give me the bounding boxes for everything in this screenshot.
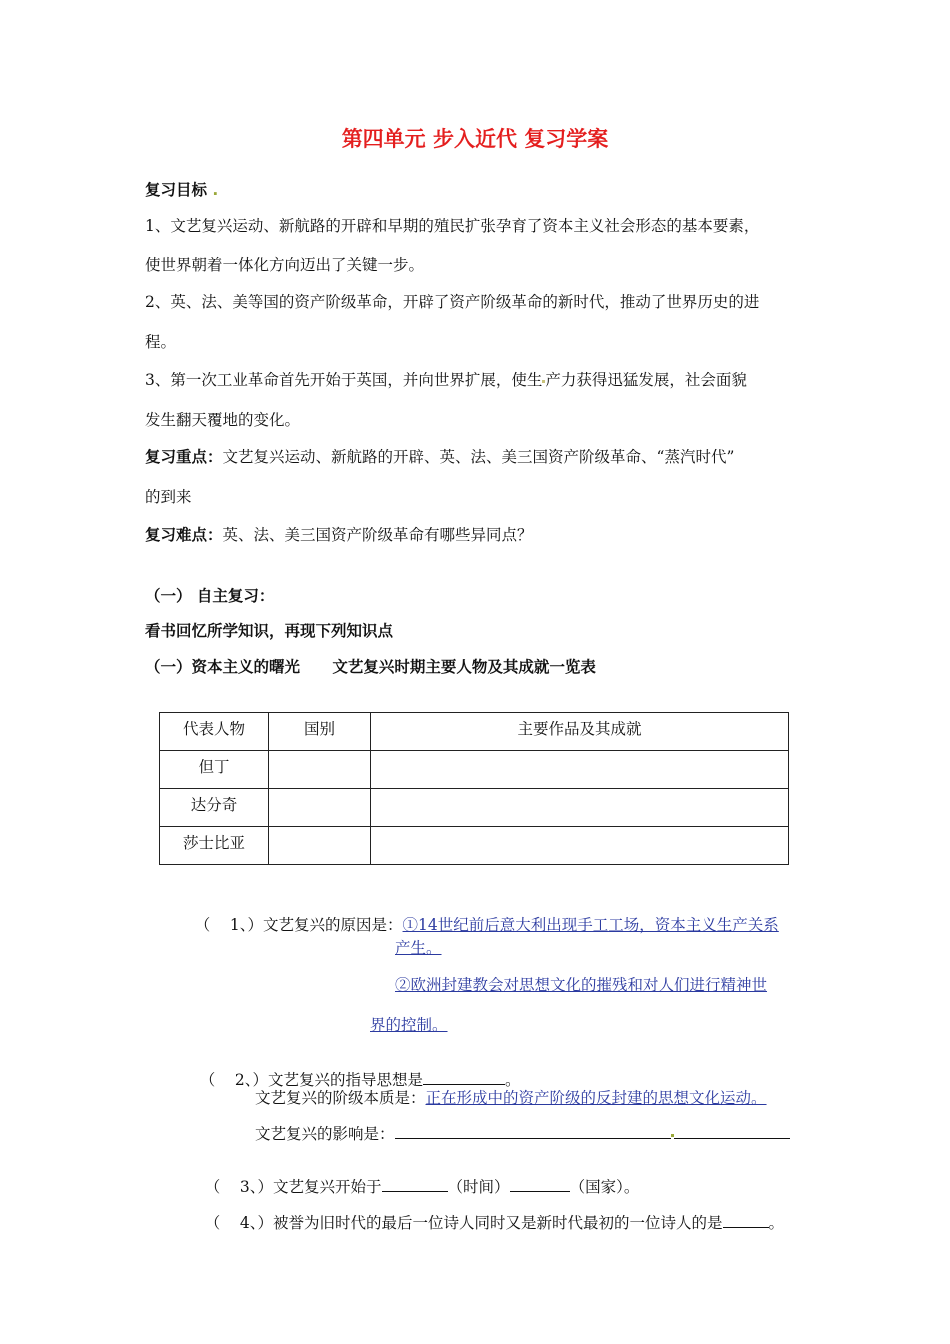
table-cell[interactable] bbox=[371, 827, 789, 865]
table-cell[interactable] bbox=[269, 827, 371, 865]
section-1-heading: （一） 自主复习： bbox=[145, 587, 275, 605]
table-header-cell: 主要作品及其成就 bbox=[371, 713, 789, 751]
table-header-row bbox=[160, 713, 789, 751]
figures-table bbox=[159, 712, 789, 865]
table-cell: 莎士比亚 bbox=[160, 827, 269, 865]
question-2-class-line bbox=[255, 1086, 767, 1108]
question-2-class-label: 文艺复兴的阶级本质是： bbox=[255, 1089, 426, 1107]
question-4-suffix: 。 bbox=[768, 1214, 785, 1232]
question-4-blank[interactable] bbox=[723, 1211, 769, 1228]
table-caption: （一）资本主义的曙光 文艺复兴时期主要人物及其成就一览表 bbox=[145, 658, 596, 676]
goal-3-line-1 bbox=[145, 368, 747, 390]
difficulty-text: 英、法、美三国资产阶级革命有哪些异同点？ bbox=[222, 526, 533, 544]
key-points-line-2: 的到来 bbox=[145, 488, 192, 506]
table-cell[interactable] bbox=[371, 789, 789, 827]
question-2-class-answer: 正在形成中的资产阶级的反封建的思想文化运动。 bbox=[425, 1089, 767, 1107]
question-3-country-blank[interactable] bbox=[510, 1175, 570, 1192]
table-row bbox=[160, 827, 789, 865]
table-cell[interactable] bbox=[269, 789, 371, 827]
table-cell[interactable] bbox=[371, 751, 789, 789]
table-header-cell: 代表人物 bbox=[160, 713, 269, 751]
question-1-line bbox=[175, 895, 779, 953]
key-points-text: 文艺复兴运动、新航路的开辟、英、法、美三国资产阶级革命、“蒸汽时代” bbox=[222, 448, 735, 466]
goal-3-line-2: 发生翻天覆地的变化。 bbox=[145, 411, 301, 429]
goal-2-line-2: 程。 bbox=[145, 333, 177, 351]
section-1-sub: 看书回忆所学知识，再现下列知识点 bbox=[145, 622, 394, 640]
goal-1-line-2: 使世界朝着一体化方向迈出了关键一步。 bbox=[145, 256, 425, 274]
table-header-cell: 国别 bbox=[269, 713, 371, 751]
question-2-impact-label: 文艺复兴的影响是： bbox=[255, 1125, 395, 1143]
question-3-time-label: （时间） bbox=[447, 1178, 510, 1196]
question-4-line bbox=[185, 1193, 784, 1251]
table-row bbox=[160, 751, 789, 789]
question-1-answer-1: ①14世纪前后意大利出现手工工场，资本主义生产关系 bbox=[402, 916, 779, 934]
goal-2-line-1: 2、英、法、美等国的资产阶级革命，开辟了资产阶级革命的新时代，推动了世界历史的进 bbox=[145, 293, 760, 311]
table-cell: 但丁 bbox=[160, 751, 269, 789]
page-title: 第四单元 步入近代 复习学案 bbox=[341, 127, 609, 151]
question-3-prefix: （ 3、）文艺复兴开始于 bbox=[204, 1178, 382, 1196]
goal-3-text-a: 3、第一次工业革命首先开始于英国，并向世界扩展，使生 bbox=[145, 371, 543, 389]
question-1-answer-2-cont: 界的控制。 bbox=[370, 1016, 448, 1034]
question-2-impact-blank-1[interactable] bbox=[395, 1122, 671, 1139]
question-1-answer-2: ②欧洲封建教会对思想文化的摧残和对人们进行精神世 bbox=[395, 976, 768, 994]
question-1-prefix: （ 1、）文艺复兴的原因是： bbox=[194, 916, 403, 934]
goals-heading-dot: . bbox=[212, 181, 219, 199]
question-2-impact-line bbox=[255, 1122, 790, 1144]
question-4-prefix: （ 4、）被誉为旧时代的最后一位诗人同时又是新时代最初的一位诗人的是 bbox=[204, 1214, 723, 1232]
table-cell: 达分奇 bbox=[160, 789, 269, 827]
question-2-impact-blank-2[interactable] bbox=[674, 1122, 790, 1139]
difficulty-line bbox=[145, 523, 533, 545]
question-2-blank[interactable] bbox=[423, 1068, 505, 1085]
goals-heading: 复习目标 bbox=[145, 181, 208, 199]
table-cell[interactable] bbox=[269, 751, 371, 789]
goal-1-line-1: 1、文艺复兴运动、新航路的开辟和早期的殖民扩张孕育了资本主义社会形态的基本要素， bbox=[145, 217, 760, 235]
key-points-line-1 bbox=[145, 445, 734, 467]
difficulty-label: 复习难点： bbox=[145, 526, 223, 544]
question-2-suffix: 。 bbox=[505, 1071, 521, 1089]
goal-3-text-b: 产力获得迅猛发展，社会面貌 bbox=[545, 371, 747, 389]
goals-heading-line bbox=[145, 178, 218, 200]
key-points-label: 复习重点： bbox=[145, 448, 223, 466]
question-3-suffix: 。 bbox=[623, 1178, 640, 1196]
question-3-country-label: （国家） bbox=[569, 1178, 624, 1196]
question-2-prefix: （ 2、）文艺复兴的指导思想是 bbox=[199, 1071, 424, 1089]
table-row bbox=[160, 789, 789, 827]
question-1-answer-1-cont: 产生。 bbox=[395, 939, 442, 957]
question-3-time-blank[interactable] bbox=[382, 1175, 448, 1192]
